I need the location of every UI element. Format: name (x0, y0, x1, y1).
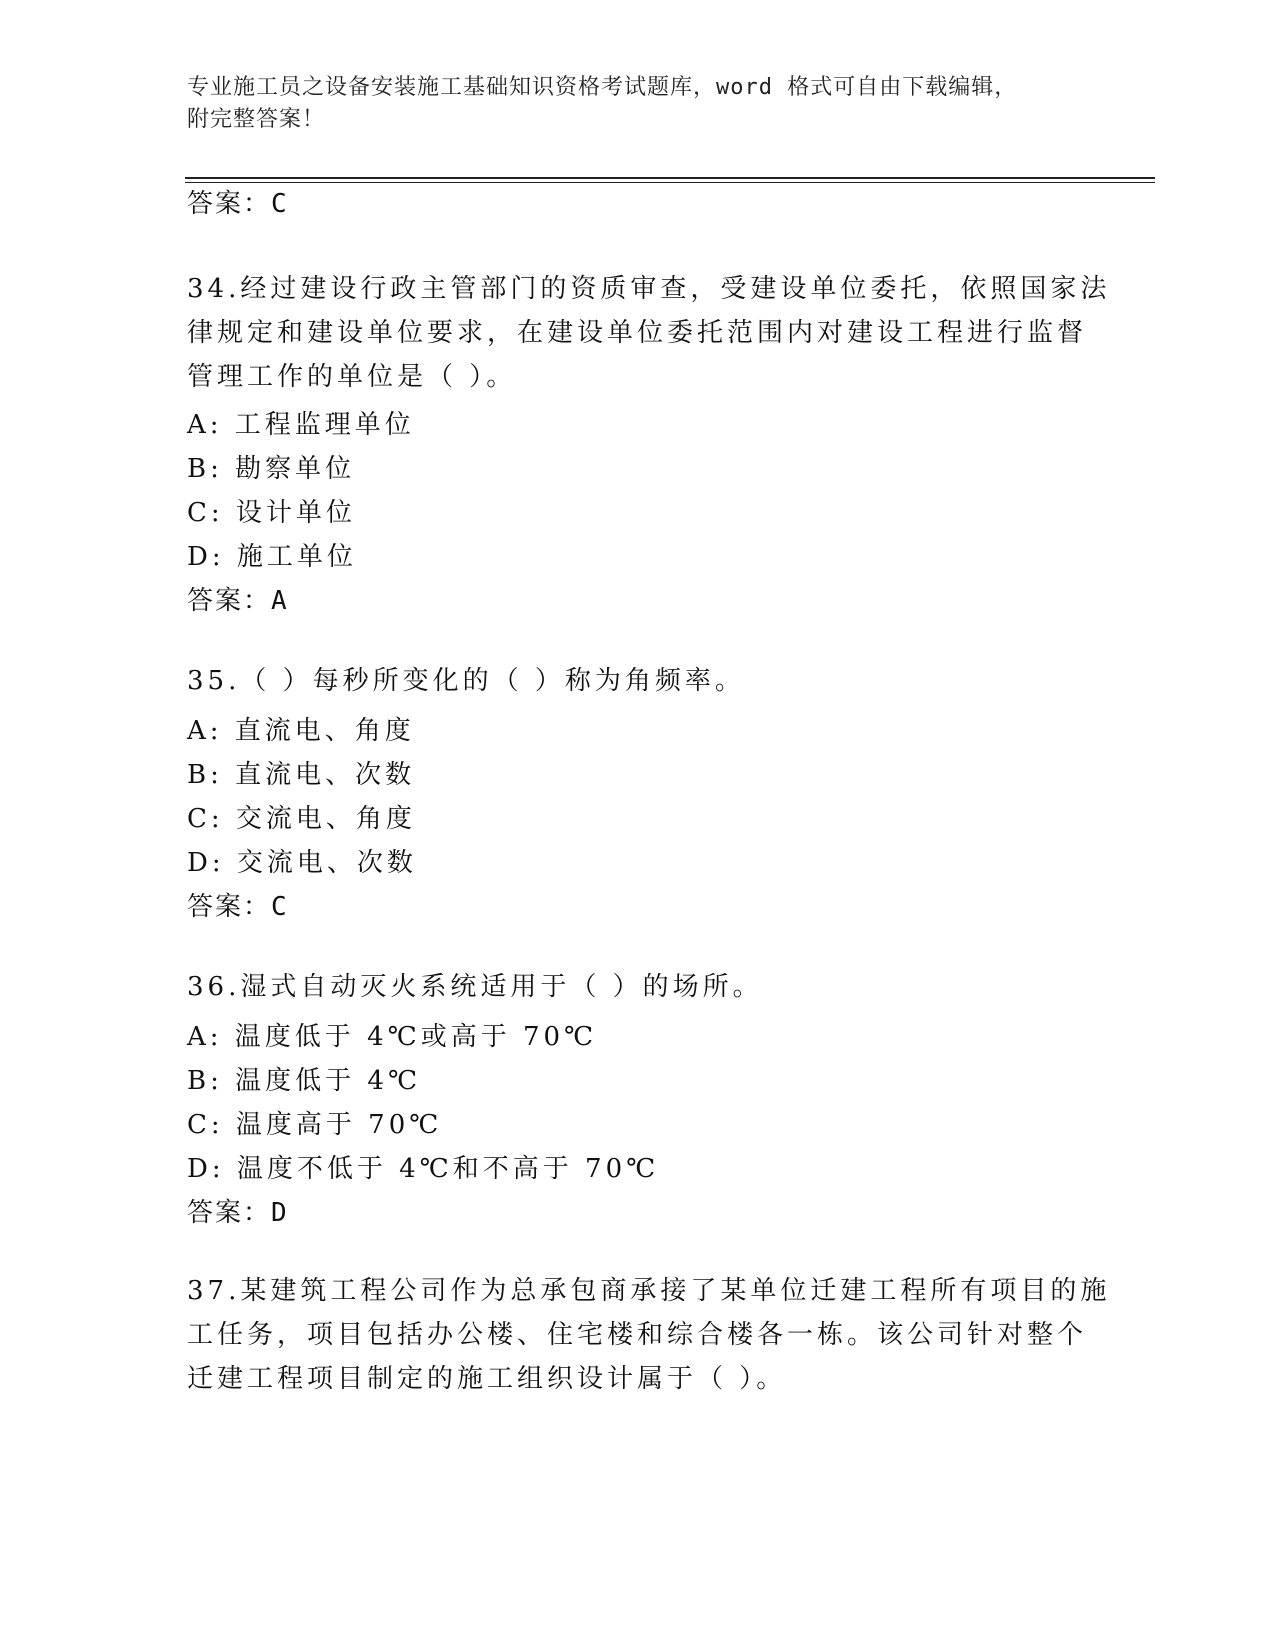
option-a: A: 温度低于 4℃或高于 70℃ (187, 1022, 598, 1052)
question-stem-line: 迁建工程项目制定的施工组织设计属于（ ）。 (187, 1364, 787, 1394)
answer: 答案：A (187, 586, 289, 616)
option-d: D: 施工单位 (187, 542, 357, 572)
question-stem-line: 34.经过建设行政主管部门的资质审查，受建设单位委托，依照国家法 (187, 274, 1111, 304)
option-d: D: 交流电、次数 (187, 848, 417, 878)
header-rule-thin (185, 182, 1155, 183)
header-line-2: 附完整答案！ (187, 107, 326, 132)
answer: 答案：C (187, 892, 289, 922)
answer: 答案：D (187, 1198, 289, 1228)
answer-33: 答案：C (187, 189, 289, 219)
option-d: D: 温度不低于 4℃和不高于 70℃ (187, 1154, 660, 1184)
question-stem-line: 律规定和建设单位要求，在建设单位委托范围内对建设工程进行监督 (187, 318, 1088, 348)
header-rule (185, 177, 1155, 179)
option-c: C: 交流电、角度 (187, 804, 416, 834)
option-a: A: 直流电、角度 (187, 716, 415, 746)
option-a: A: 工程监理单位 (187, 410, 415, 440)
question-stem-line: 管理工作的单位是（ ）。 (187, 362, 517, 392)
option-c: C: 设计单位 (187, 498, 356, 528)
option-c: C: 温度高于 70℃ (187, 1110, 443, 1140)
question-stem-line: 36.湿式自动灭火系统适用于（ ）的场所。 (187, 972, 763, 1002)
question-stem-line: 37.某建筑工程公司作为总承包商承接了某单位迁建工程所有项目的施 (187, 1276, 1111, 1306)
option-b: B: 直流电、次数 (187, 760, 416, 790)
option-b: B: 勘察单位 (187, 454, 356, 484)
question-stem-line: 35.（ ）每秒所变化的（ ）称为角频率。 (187, 666, 745, 696)
option-b: B: 温度低于 4℃ (187, 1066, 422, 1096)
header-line-1: 专业施工员之设备安装施工基础知识资格考试题库，word 格式可自由下载编辑， (187, 75, 1018, 100)
question-stem-line: 工任务，项目包括办公楼、住宅楼和综合楼各一栋。该公司针对整个 (187, 1320, 1088, 1350)
document-header (187, 72, 1117, 136)
